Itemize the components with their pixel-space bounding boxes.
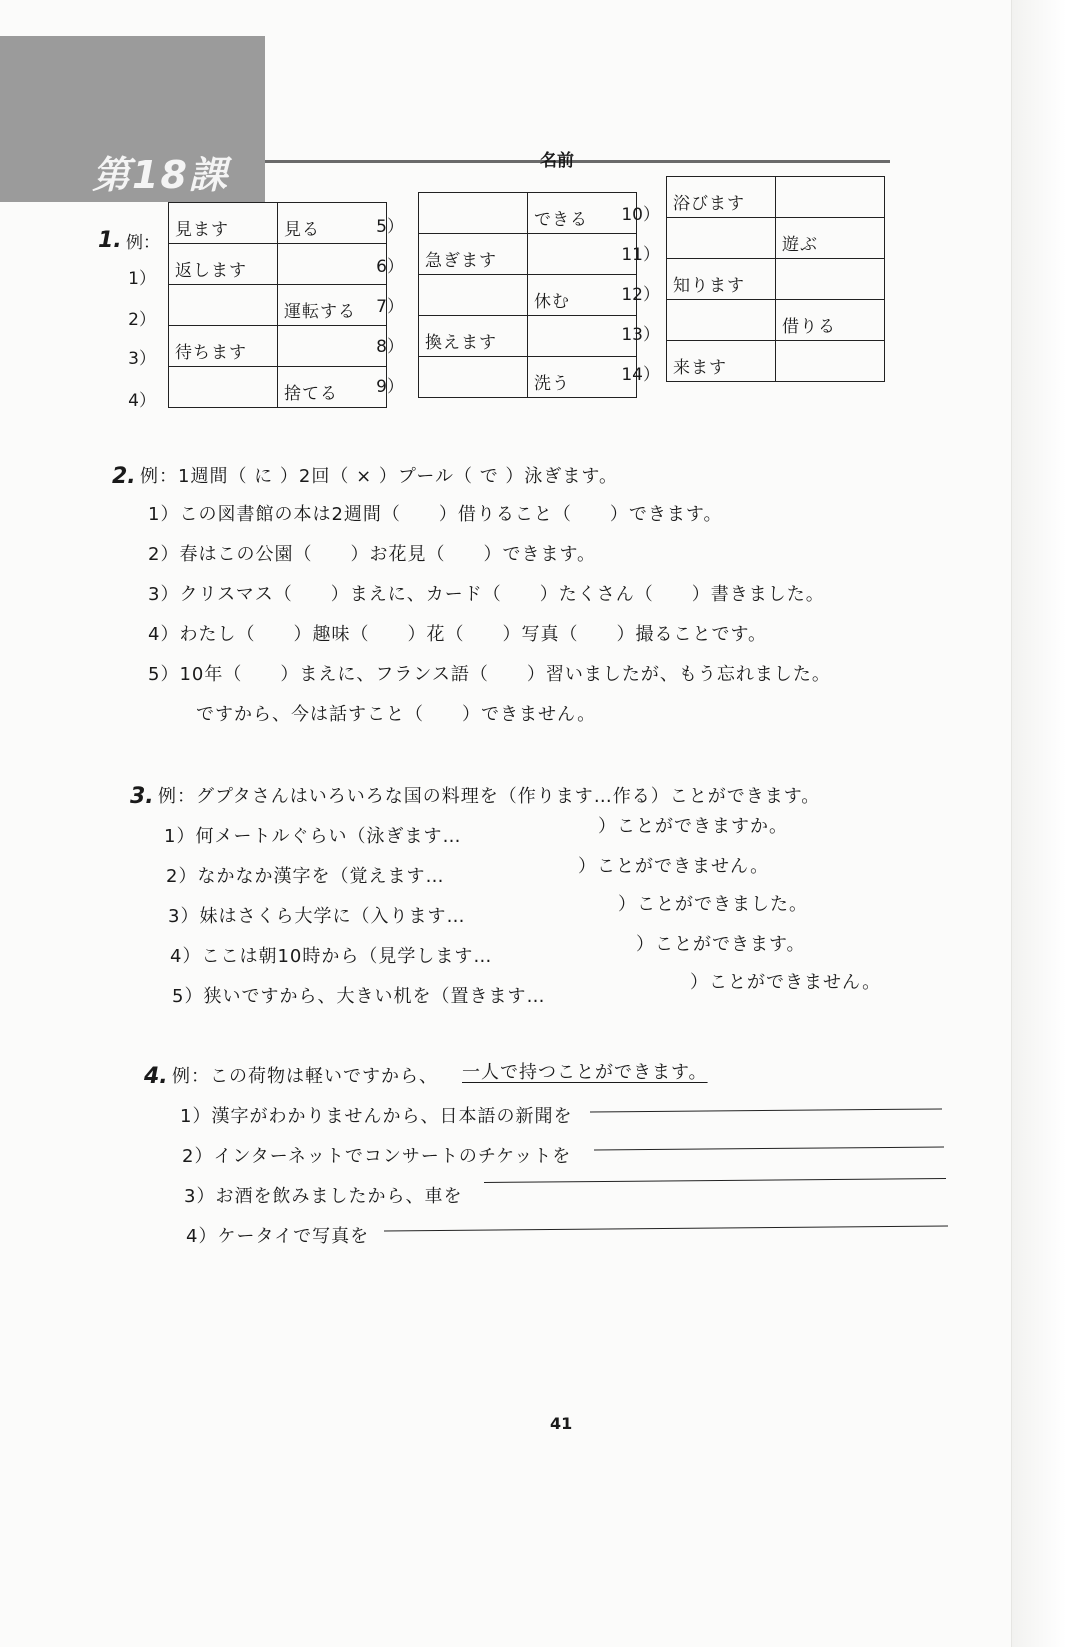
section4-number: 4. [144,1064,168,1089]
verb-table-a [168,202,387,408]
row-label: 9） [376,377,404,397]
row-label: 2） [128,310,156,330]
lesson-title: 第18課 [92,153,229,197]
verb-table-c [666,176,885,382]
verb-table-b [418,192,637,398]
row-label: 8） [376,337,404,357]
row-label: 3） [128,349,156,369]
section4-example-answer: 一人で持つことができます。 [462,1062,708,1083]
row-label: 11） [621,245,660,265]
section4-item: 2）インターネットでコンサートのチケットを [182,1146,572,1167]
table-cell: 洗う [528,357,637,398]
section4-item: 4）ケータイで写真を [186,1226,370,1247]
section2-item: ですから、今は話すこと（ ）できません。 [196,704,597,725]
table-cell [419,357,528,398]
row-label: 7） [376,297,404,317]
section4-example-prefix: 例：この荷物は軽いですから、 [172,1066,438,1087]
section3-number: 3. [130,784,154,809]
table-cell [419,193,528,234]
header-rule [265,160,890,163]
row-label: 14） [621,365,660,385]
table-cell [667,218,776,259]
section3-ending: ）ことができません。 [578,856,770,877]
page-number: 41 [550,1414,573,1433]
answer-line [594,1146,944,1150]
row-label: 13） [621,325,660,345]
table-cell: 運転する [278,285,387,326]
table-cell: 換えます [419,316,528,357]
table-cell [776,177,885,218]
section3-question: 2）なかなか漢字を（覚えます… [166,866,445,887]
section4-item: 3）お酒を飲みましたから、車を [184,1186,463,1207]
section2-item: 3）クリスマス（ ）まえに、カード（ ）たくさん（ ）書きました。 [148,584,825,605]
section3-question: 1）何メートルぐらい（泳ぎます… [164,826,462,847]
row-label: 1） [128,269,156,289]
section2-item: 5）10年（ ）まえに、フランス語（ ）習いましたが、もう忘れました。 [148,664,831,685]
section4-item: 1）漢字がわかりませんから、日本語の新聞を [180,1106,573,1127]
table-cell [776,341,885,382]
section1-number: 1. [98,228,122,253]
table-cell [169,285,278,326]
section3-ending: ）ことができます。 [636,934,806,955]
table-cell: 借りる [776,300,885,341]
name-label: 名前 [540,151,574,171]
table-cell [169,367,278,408]
section2-number: 2. [112,464,136,489]
table-cell: 捨てる [278,367,387,408]
answer-line [590,1108,942,1112]
section3-question: 4）ここは朝10時から（見学します… [170,946,493,967]
table-cell: 見ます [169,203,278,244]
table-cell: 遊ぶ [776,218,885,259]
table-cell: 休む [528,275,637,316]
answer-line [484,1178,946,1183]
section3-ending: ）ことができますか。 [598,816,788,837]
section2-item: 1）この図書館の本は2週間（ ）借りること（ ）できます。 [148,504,723,525]
table-cell: 浴びます [667,177,776,218]
table-cell [667,300,776,341]
section2-item: 2）春はこの公園（ ）お花見（ ）できます。 [148,544,597,565]
section3-ending: ）ことができません。 [690,972,882,993]
row-label: 4） [128,391,156,411]
section1-example-label: 例： [126,233,160,253]
table-cell: 見る [278,203,387,244]
section2-example: 例：1週間（ に ）2回（ × ）プール（ で ）泳ぎます。 [140,466,618,487]
table-cell: 急ぎます [419,234,528,275]
table-cell: 返します [169,244,278,285]
answer-line [384,1226,948,1232]
section2-item: 4）わたし（ ）趣味（ ）花（ ）写真（ ）撮ることです。 [148,624,768,645]
row-label: 10） [621,205,660,225]
row-label: 12） [621,285,660,305]
table-cell: できる [528,193,637,234]
table-cell: 来ます [667,341,776,382]
row-label: 6） [376,257,404,277]
table-cell: 知ります [667,259,776,300]
section3-ending: ）ことができました。 [618,894,808,915]
table-cell: 待ちます [169,326,278,367]
table-cell [776,259,885,300]
row-label: 5） [376,217,404,237]
table-cell [419,275,528,316]
section3-example: 例：グプタさんはいろいろな国の料理を（作ります…作る）ことができます。 [158,786,821,807]
page-edge [1011,0,1066,1647]
section3-question: 5）狭いですから、大きい机を（置きます… [172,986,546,1007]
section3-question: 3）妹はさくら大学に（入ります… [168,906,466,927]
